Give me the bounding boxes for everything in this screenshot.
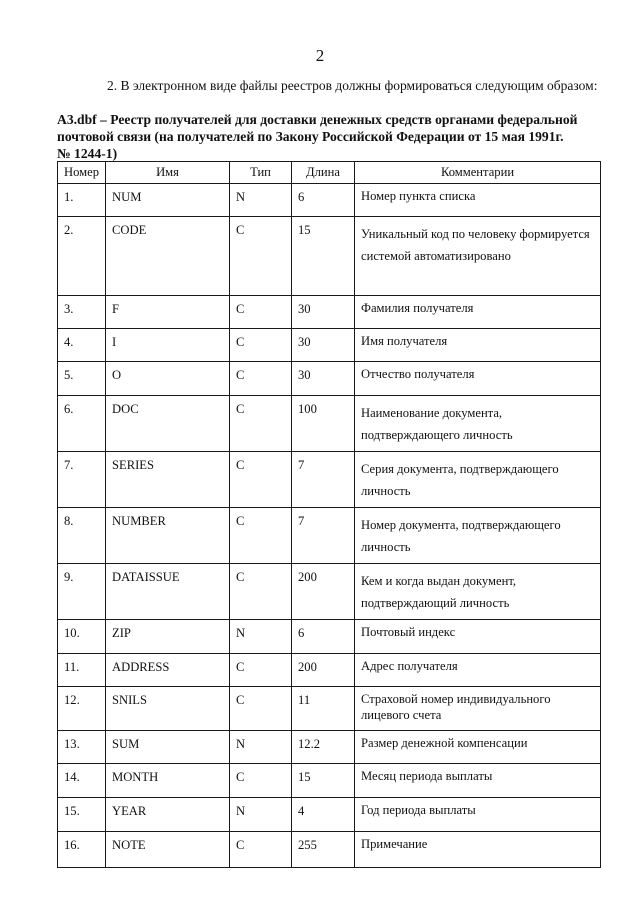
cell-comment: Страховой номер индивидуального лицевого счета — [355, 687, 601, 731]
cell-number: 11. — [58, 654, 106, 687]
heading-line: № 1244-1) — [57, 146, 118, 161]
cell-name: MONTH — [106, 764, 230, 798]
cell-comment: Фамилия получателя — [355, 296, 601, 329]
cell-number: 9. — [58, 564, 106, 620]
cell-length: 255 — [292, 832, 355, 868]
cell-number: 8. — [58, 508, 106, 564]
column-header-length: Длина — [292, 162, 355, 184]
cell-comment: Месяц периода выплаты — [355, 764, 601, 798]
cell-length: 7 — [292, 452, 355, 508]
cell-comment: Уникальный код по человеку формируется системой автоматизировано — [355, 217, 601, 296]
cell-number: 7. — [58, 452, 106, 508]
cell-comment: Имя получателя — [355, 329, 601, 362]
table-row — [58, 654, 601, 687]
column-header-type: Тип — [230, 162, 292, 184]
cell-name: ZIP — [106, 620, 230, 654]
cell-type: C — [230, 452, 292, 508]
cell-name: SERIES — [106, 452, 230, 508]
table-header-row — [58, 162, 601, 184]
cell-comment: Номер документа, подтверждающего личность — [355, 508, 601, 564]
cell-type: C — [230, 764, 292, 798]
cell-name: DATAISSUE — [106, 564, 230, 620]
cell-name: NUMBER — [106, 508, 230, 564]
cell-number: 14. — [58, 764, 106, 798]
cell-comment: Адрес получателя — [355, 654, 601, 687]
cell-length: 100 — [292, 396, 355, 452]
cell-length: 6 — [292, 620, 355, 654]
cell-comment: Примечание — [355, 832, 601, 868]
cell-comment: Серия документа, подтверждающего личность — [355, 452, 601, 508]
table-row — [58, 687, 601, 731]
table-row — [58, 396, 601, 452]
cell-type: C — [230, 396, 292, 452]
cell-type: N — [230, 620, 292, 654]
cell-length: 200 — [292, 564, 355, 620]
cell-length: 4 — [292, 798, 355, 832]
cell-number: 10. — [58, 620, 106, 654]
cell-type: N — [230, 184, 292, 217]
cell-name: I — [106, 329, 230, 362]
table-row — [58, 217, 601, 296]
cell-comment: Почтовый индекс — [355, 620, 601, 654]
intro-paragraph: 2. В электронном виде файлы реестров должны формироваться следующим образом: — [107, 78, 598, 93]
cell-comment: Кем и когда выдан документ, подтверждающий личность — [355, 564, 601, 620]
cell-name: ADDRESS — [106, 654, 230, 687]
cell-number: 6. — [58, 396, 106, 452]
cell-length: 200 — [292, 654, 355, 687]
cell-type: C — [230, 296, 292, 329]
cell-comment: Номер пункта списка — [355, 184, 601, 217]
cell-length: 30 — [292, 362, 355, 396]
table-row — [58, 508, 601, 564]
table-row — [58, 184, 601, 217]
cell-length: 30 — [292, 329, 355, 362]
cell-length: 30 — [292, 296, 355, 329]
table-row — [58, 452, 601, 508]
cell-length: 11 — [292, 687, 355, 731]
column-header-number: Номер — [58, 162, 106, 184]
cell-comment: Наименование документа, подтверждающего личность — [355, 396, 601, 452]
cell-type: C — [230, 832, 292, 868]
cell-number: 16. — [58, 832, 106, 868]
cell-name: CODE — [106, 217, 230, 296]
cell-comment: Размер денежной компенсации — [355, 731, 601, 764]
registry-heading — [57, 111, 602, 162]
cell-type: N — [230, 798, 292, 832]
table-row — [58, 798, 601, 832]
cell-name: F — [106, 296, 230, 329]
cell-number: 13. — [58, 731, 106, 764]
table-row — [58, 764, 601, 798]
table-row — [58, 329, 601, 362]
cell-type: C — [230, 654, 292, 687]
cell-length: 15 — [292, 217, 355, 296]
registry-table — [57, 161, 601, 868]
cell-number: 15. — [58, 798, 106, 832]
table-row — [58, 731, 601, 764]
cell-number: 4. — [58, 329, 106, 362]
cell-number: 1. — [58, 184, 106, 217]
cell-length: 6 — [292, 184, 355, 217]
cell-number: 12. — [58, 687, 106, 731]
cell-type: C — [230, 508, 292, 564]
cell-comment: Год периода выплаты — [355, 798, 601, 832]
cell-name: O — [106, 362, 230, 396]
heading-line: А3.dbf – Реестр получателей для доставки денежных средств органами федеральной — [57, 112, 578, 127]
cell-name: SNILS — [106, 687, 230, 731]
cell-type: C — [230, 687, 292, 731]
cell-type: C — [230, 329, 292, 362]
column-header-name: Имя — [106, 162, 230, 184]
table-row — [58, 564, 601, 620]
cell-type: C — [230, 564, 292, 620]
cell-length: 12.2 — [292, 731, 355, 764]
table-row — [58, 362, 601, 396]
cell-name: DOC — [106, 396, 230, 452]
table-row — [58, 296, 601, 329]
cell-number: 5. — [58, 362, 106, 396]
cell-type: C — [230, 362, 292, 396]
cell-length: 15 — [292, 764, 355, 798]
cell-comment: Отчество получателя — [355, 362, 601, 396]
heading-line: почтовой связи (на получателей по Закону Российской Федерации от 15 мая 1991г. — [57, 129, 564, 144]
cell-name: SUM — [106, 731, 230, 764]
cell-name: YEAR — [106, 798, 230, 832]
cell-length: 7 — [292, 508, 355, 564]
cell-type: N — [230, 731, 292, 764]
cell-name: NUM — [106, 184, 230, 217]
column-header-comment: Комментарии — [355, 162, 601, 184]
table-row — [58, 620, 601, 654]
cell-number: 2. — [58, 217, 106, 296]
cell-type: C — [230, 217, 292, 296]
cell-name: NOTE — [106, 832, 230, 868]
page-number: 2 — [315, 46, 325, 65]
cell-number: 3. — [58, 296, 106, 329]
table-row — [58, 832, 601, 868]
